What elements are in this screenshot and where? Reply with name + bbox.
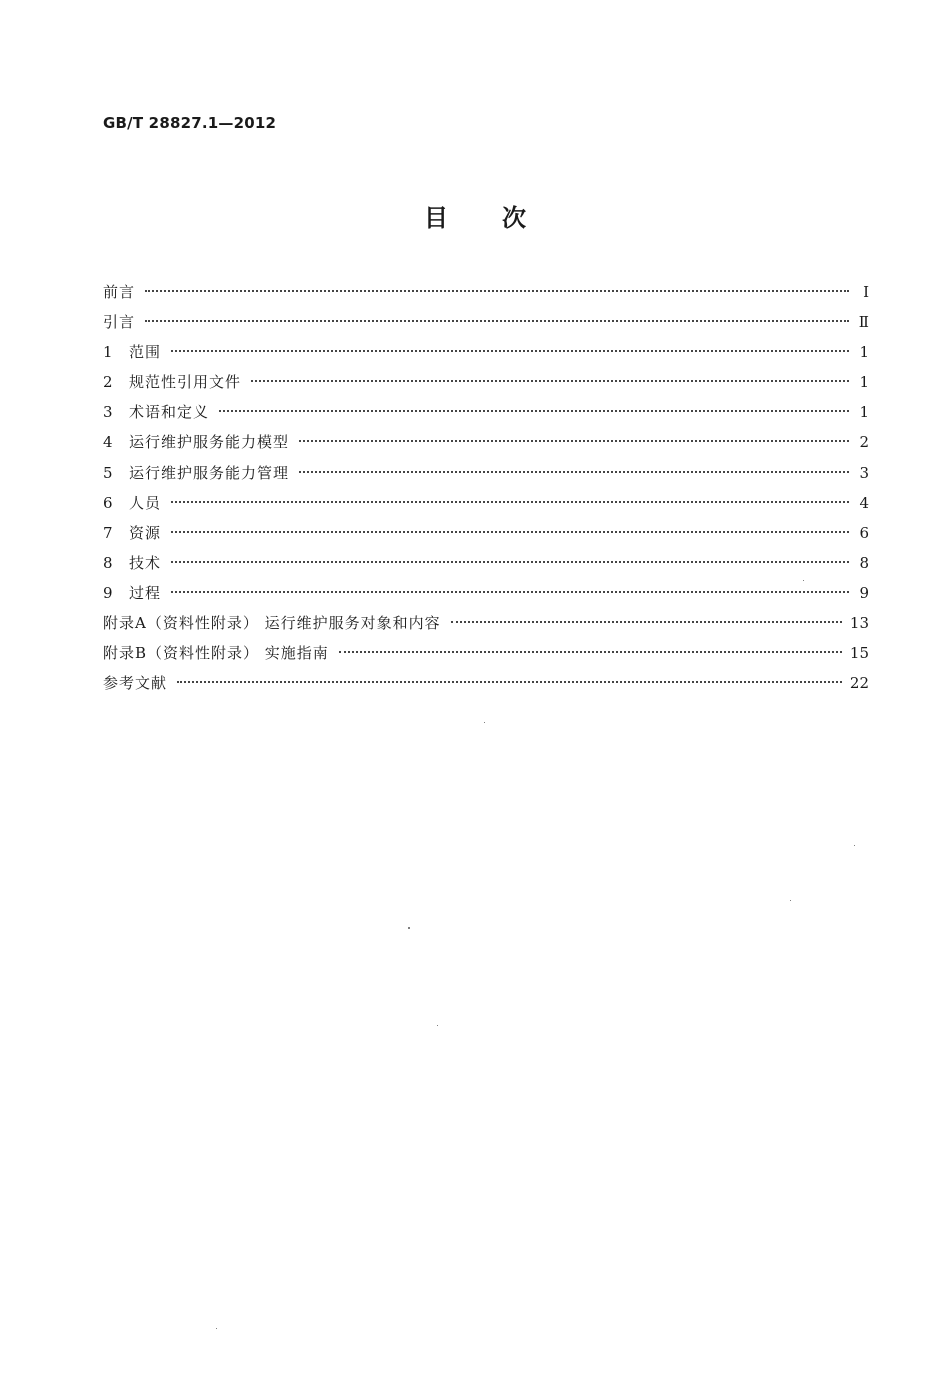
toc-entry[interactable] <box>103 400 869 430</box>
table-of-contents <box>103 280 869 701</box>
toc-entry-page: 2 <box>859 433 869 452</box>
toc-entry-number: 4 <box>103 433 113 452</box>
toc-entry[interactable] <box>103 340 869 370</box>
toc-entry[interactable] <box>103 581 869 611</box>
toc-entry[interactable] <box>103 491 869 521</box>
toc-entry-number: 5 <box>103 463 113 482</box>
scan-speck <box>484 722 485 723</box>
toc-leader-dots <box>299 440 849 442</box>
toc-leader-dots <box>339 651 842 653</box>
toc-leader-dots <box>171 350 849 352</box>
toc-entry[interactable] <box>103 671 869 701</box>
toc-entry-label: 前言 <box>103 283 136 301</box>
toc-entry-number: 3 <box>103 403 113 422</box>
toc-entry-label: 资源 <box>129 523 162 542</box>
toc-entry[interactable] <box>103 461 869 491</box>
scan-speck <box>216 1328 217 1329</box>
toc-entry-page: Ⅰ <box>863 283 869 301</box>
toc-entry-number: 9 <box>103 583 113 602</box>
toc-entry-label: 过程 <box>129 583 162 602</box>
toc-entry-number: 6 <box>103 493 113 512</box>
scan-speck <box>790 900 791 901</box>
toc-leader-dots <box>145 320 849 322</box>
toc-entry[interactable] <box>103 280 869 310</box>
toc-entry-page: 6 <box>859 523 869 542</box>
toc-leader-dots <box>171 501 849 503</box>
toc-entry-page: 8 <box>859 553 869 572</box>
toc-entry-label: 规范性引用文件 <box>129 373 242 392</box>
toc-entry-number: 1 <box>103 343 113 362</box>
toc-entry-page: 3 <box>859 463 869 482</box>
toc-entry-number: 2 <box>103 373 113 392</box>
toc-entry-page: 15 <box>849 644 869 663</box>
toc-entry-label: 参考文献 <box>103 674 168 693</box>
toc-leader-dots <box>171 531 849 533</box>
scan-speck <box>437 1025 438 1026</box>
toc-entry[interactable] <box>103 641 869 671</box>
toc-leader-dots <box>177 681 842 683</box>
toc-entry-page: 1 <box>859 403 869 422</box>
toc-entry[interactable] <box>103 521 869 551</box>
toc-entry-label: 范围 <box>129 343 162 362</box>
toc-entry-page: 1 <box>859 343 869 362</box>
scan-speck <box>408 927 410 929</box>
toc-entry[interactable] <box>103 430 869 460</box>
toc-entry-label: 运行维护服务能力管理 <box>129 463 290 482</box>
toc-entry-label: 附录B（资料性附录） 实施指南 <box>103 644 329 663</box>
scan-speck <box>803 580 804 581</box>
toc-entry-number: 8 <box>103 553 113 572</box>
toc-entry-page: 9 <box>859 583 869 602</box>
toc-leader-dots <box>451 621 842 623</box>
toc-entry-label: 运行维护服务能力模型 <box>129 433 290 452</box>
toc-entry[interactable] <box>103 611 869 641</box>
toc-entry-page: 4 <box>859 493 869 512</box>
toc-entry-label: 附录A（资料性附录） 运行维护服务对象和内容 <box>103 614 441 633</box>
toc-entry-page: 22 <box>849 674 869 693</box>
toc-entry-page: 1 <box>859 373 869 392</box>
standard-code: GB/T 28827.1—2012 <box>103 114 277 132</box>
toc-entry[interactable] <box>103 551 869 581</box>
toc-leader-dots <box>219 410 849 412</box>
toc-entry[interactable] <box>103 370 869 400</box>
toc-entry-label: 引言 <box>103 313 136 332</box>
toc-entry-page: 13 <box>849 614 869 633</box>
toc-entry-number: 7 <box>103 523 113 542</box>
toc-title: 目次 <box>424 204 580 232</box>
toc-leader-dots <box>251 380 849 382</box>
toc-leader-dots <box>171 561 849 563</box>
toc-leader-dots <box>171 591 849 593</box>
scan-speck <box>854 845 855 846</box>
toc-entry-page: Ⅱ <box>858 313 869 332</box>
toc-leader-dots <box>145 290 849 292</box>
toc-entry[interactable] <box>103 310 869 340</box>
toc-leader-dots <box>299 471 849 473</box>
toc-entry-label: 术语和定义 <box>129 403 210 422</box>
toc-entry-label: 人员 <box>129 493 162 512</box>
toc-entry-label: 技术 <box>129 553 162 572</box>
